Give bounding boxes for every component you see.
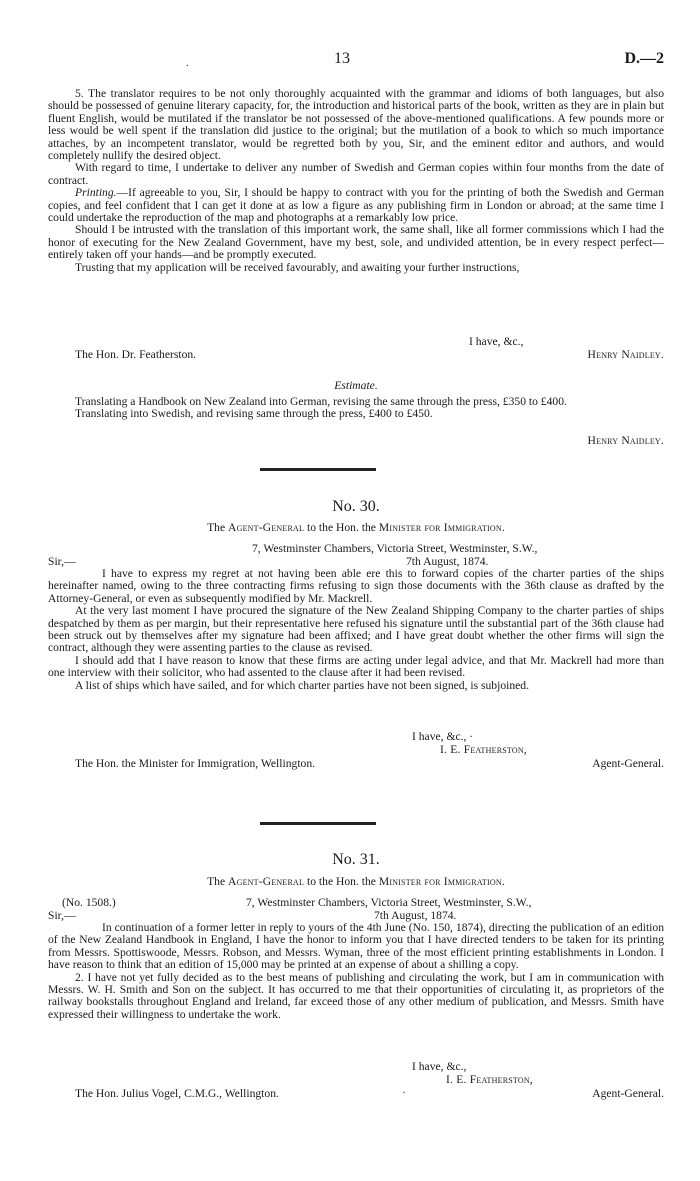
page-number: 13 xyxy=(334,50,350,67)
paragraph: I should add that I have reason to know that these firms are acting under legal advice, and that Mr. Mackrell had more than one interview with their solicitor, who had assented to the clause after it had been revised. xyxy=(48,653,664,680)
addressee: The Hon. Dr. Featherston. xyxy=(75,348,197,361)
section-rule xyxy=(260,822,376,825)
estimate-line: Translating a Handbook on New Zealand into German, revising the same through the press, £350 to £400. xyxy=(75,395,567,408)
page-header xyxy=(48,50,664,72)
addressee: The Hon. the Minister for Immigration, Wellington. xyxy=(75,757,316,770)
estimate-line: Translating into Swedish, and revising same through the press, £400 to £450. xyxy=(75,407,433,421)
letter-number: No. 31. xyxy=(332,851,380,868)
estimate-signature: Henry Naidley. xyxy=(587,434,664,447)
signature: I. E. Featherston, xyxy=(446,1073,533,1086)
signatory-title: Agent-General. xyxy=(592,757,664,770)
letter-reference: (No. 1508.) xyxy=(62,896,116,909)
signature: Henry Naidley. xyxy=(587,348,664,361)
letter-date: 7th August, 1874. xyxy=(374,909,457,922)
paragraph: I have to express my regret at not having been able ere this to forward copies of the charter parties of the ships hereinafter named, owing to the three contracting firms refusing to sign those documents with the 36th clause as drafted by the Attorney-General, or even as subsequently modified by Mr. Mackrell. xyxy=(48,567,664,605)
stray-mark: · xyxy=(402,1086,406,1099)
subtitle-pre: The xyxy=(207,521,226,534)
subtitle-to: Minister for Immigration. xyxy=(378,875,505,888)
subtitle-mid: to the Hon. the xyxy=(307,521,376,534)
signature: I. E. Featherston, xyxy=(440,743,527,756)
salutation: Sir,— xyxy=(48,909,76,922)
subtitle-to: Minister for Immigration. xyxy=(378,521,505,534)
subtitle-from: Agent-General xyxy=(228,521,305,534)
document-reference: D.—2 xyxy=(624,50,664,67)
letter-subtitle xyxy=(48,521,664,534)
sender-address: 7, Westminster Chambers, Victoria Street, Westminster, S.W., xyxy=(252,542,538,555)
paragraph: In continuation of a former letter in reply to yours of the 4th June (No. 150, 1874), directing the publication of an edition of the New Zealand Handbook in England, I have the honor to inform you that I have directed tenders to be taken for its printing from Messrs. Spottiswoode, Messrs. Robson, and Messrs. Wyman, three of the most efficient printing establishments in London. I have reason to think that an edition of 15,000 may be printed at an expense of about a shilling a copy. xyxy=(48,921,664,972)
closing: I have, &c., xyxy=(469,335,524,348)
paragraph: With regard to time, I undertake to deliver any number of Swedish and German copies within four months from the date of contract. xyxy=(48,161,664,187)
stray-mark: . xyxy=(186,58,189,69)
subtitle-from: Agent-General xyxy=(228,875,305,888)
letter-subtitle xyxy=(48,875,664,888)
paragraph: Trusting that my application will be received favourably, and awaiting your further instructions, xyxy=(75,260,520,274)
signatory-title: Agent-General. xyxy=(592,1087,664,1100)
closing: I have, &c., xyxy=(412,1060,467,1073)
letter-number: No. 30. xyxy=(332,498,380,515)
sender-address: 7, Westminster Chambers, Victoria Street, Westminster, S.W., xyxy=(246,896,532,909)
paragraph: 2. I have not yet fully decided as to the best means of publishing and circulating the work, but I am in communication with Messrs. W. H. Smith and Son on the subject. It has occurred to me that their opportunities of circulating it, as proprietors of the railway bookstalls throughout England and Ireland, far exceed those of any other medium of publication, and Messrs. Smith have expressed their willingness to undertake the work. xyxy=(48,970,664,1021)
estimate-heading: Estimate. xyxy=(334,379,378,392)
paragraph: A list of ships which have sailed, and for which charter parties have not been signed, is subjoined. xyxy=(75,678,529,692)
document-page xyxy=(48,0,664,1181)
paragraph xyxy=(48,187,664,224)
subtitle-mid: to the Hon. the xyxy=(307,875,376,888)
closing: I have, &c., · xyxy=(412,730,474,743)
subtitle-pre: The xyxy=(207,875,226,888)
paragraph: 5. The translator requires to be not only thoroughly acquainted with the grammar and idioms of both languages, but also should be possessed of genuine literary capacity, for, the introduction and historical parts of the book, written as they are in plain but fluent English, would be mutilated if the translator be not possessed of the above-mentioned qualifications. A few pounds more or less would be well spent if the translation did justice to the original; but the mutilation of a book to which so much importance attaches, by an incompetent translator, would be regretted both by you, Sir, and the eminent editor and authors, and would completely nullify the desired object. xyxy=(48,87,664,163)
paragraph: Should I be intrusted with the translation of this important work, the same shall, like all former commissions which I had the honor of executing for the New Zealand Government, have my best, sole, and undivided attention, be in every respect perfect—entirely taken off your hands—and be promptly executed. xyxy=(48,223,664,262)
letter-date: 7th August, 1874. xyxy=(406,555,489,568)
addressee: The Hon. Julius Vogel, C.M.G., Wellington. xyxy=(75,1087,279,1100)
paragraph: At the very last moment I have procured the signature of the New Zealand Shipping Company to the charter parties of ships despatched by them as per margin, but their representative here refused his signature until the substantial part of the 36th clause had been struck out by themselves after my signature had been affixed; and I have great doubt whether the other firms will sign the contract, although they were assenting parties to the clause as revised. xyxy=(48,604,664,655)
letter-30-body xyxy=(48,568,664,692)
estimate-body xyxy=(48,396,664,421)
section-rule xyxy=(260,468,376,471)
letter-29-body xyxy=(48,88,664,274)
printing-lead: Printing. xyxy=(75,186,117,200)
letter-31-body xyxy=(48,922,664,1021)
printing-text: —If agreeable to you, Sir, I should be happy to contract with you for the printing of both the Swedish and German copies, and feel confident that I can get it done at as low a figure as any publishing firm in London or abroad; at the same time I could undertake the reproduction of the map and photographs at a remarkably low price. xyxy=(48,186,664,225)
salutation: Sir,— xyxy=(48,555,76,568)
